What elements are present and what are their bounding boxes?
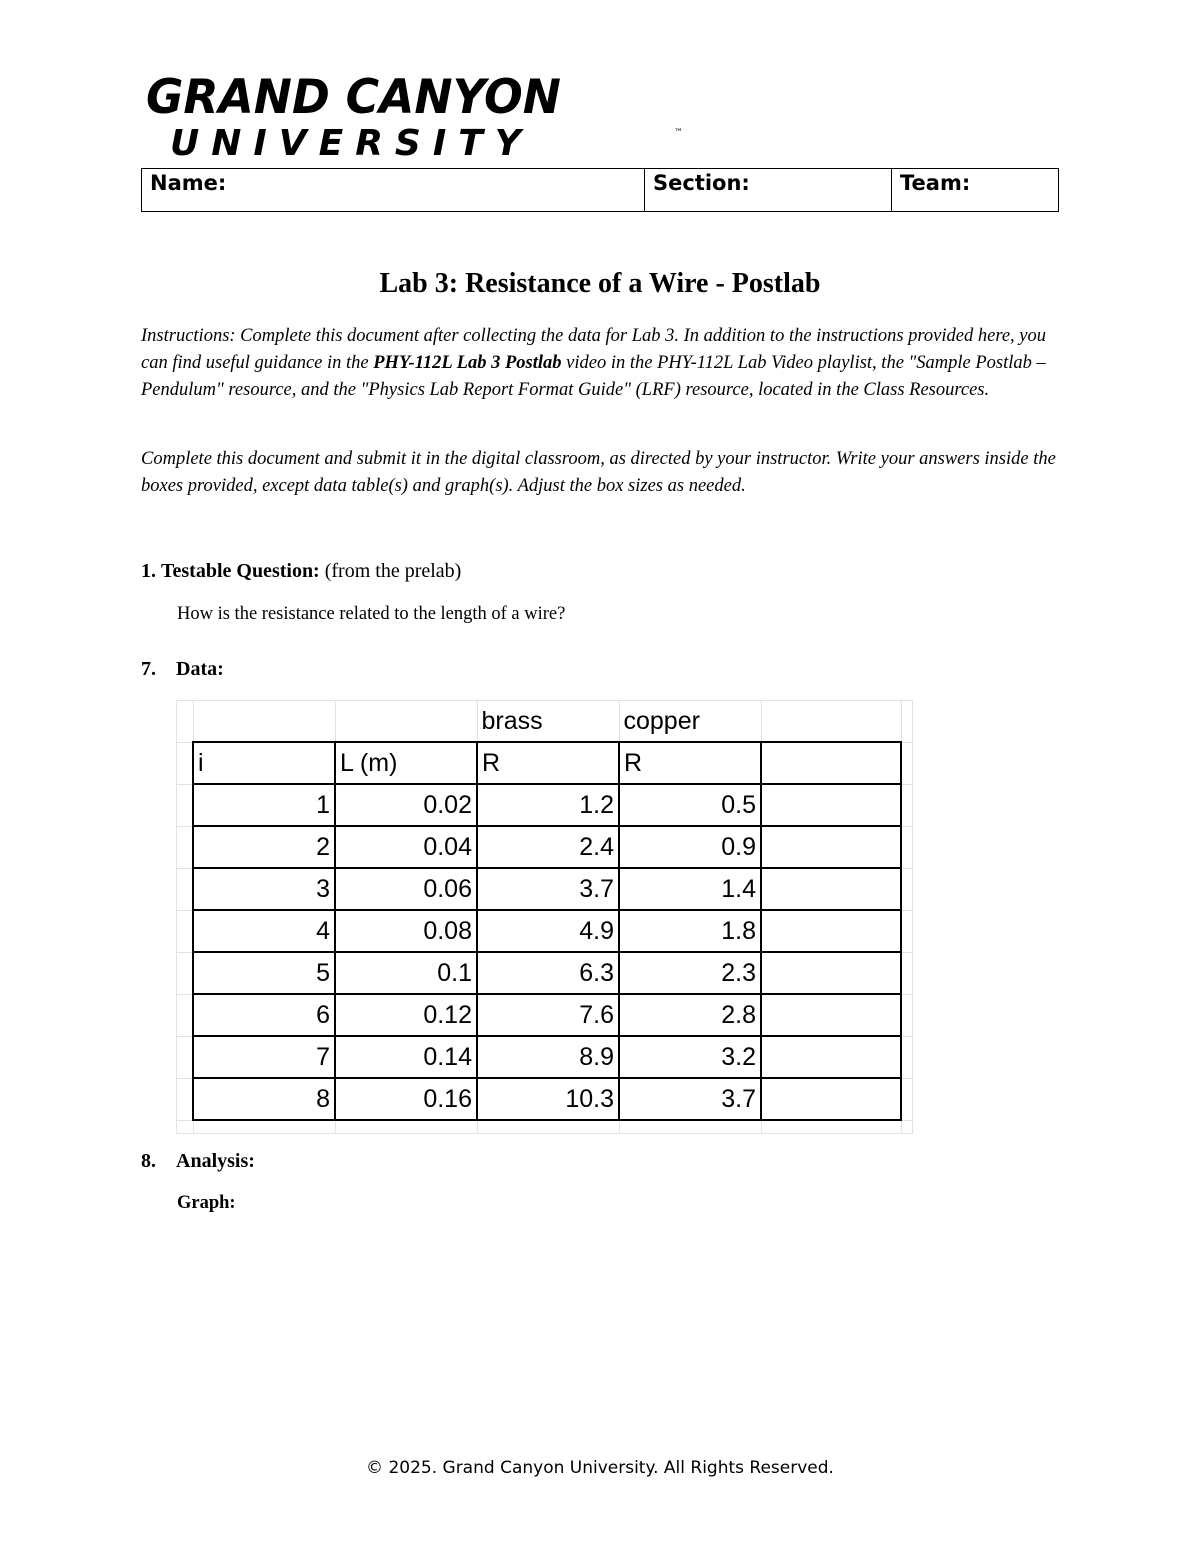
grid-cell — [901, 1036, 913, 1078]
student-info-table — [141, 168, 1059, 212]
cell-r-copper: 0.9 — [619, 826, 761, 868]
grid-cell — [177, 868, 194, 910]
grid-cell — [177, 826, 194, 868]
grid-cell — [177, 742, 194, 784]
cell-r-brass: 2.4 — [477, 826, 619, 868]
header-length: L (m) — [335, 742, 477, 784]
cell-r-brass: 1.2 — [477, 784, 619, 826]
q7-number: 7. — [141, 658, 156, 680]
cell-r-copper: 1.4 — [619, 868, 761, 910]
q8-number: 8. — [141, 1150, 156, 1172]
cell-r-copper: 2.8 — [619, 994, 761, 1036]
q1-note: (from the prelab) — [324, 560, 462, 582]
cell-empty — [761, 826, 901, 868]
table-row — [177, 910, 913, 952]
cell-r-copper: 3.7 — [619, 1078, 761, 1120]
grid-cell — [177, 910, 194, 952]
group-header-cell — [761, 701, 901, 743]
grid-cell — [619, 1120, 761, 1134]
section-analysis — [141, 1150, 255, 1173]
cell-r-brass: 4.9 — [477, 910, 619, 952]
grid-cell — [193, 1120, 335, 1134]
group-header-copper: copper — [619, 701, 761, 743]
logo-trademark: ™ — [674, 128, 683, 138]
cell-i: 2 — [193, 826, 335, 868]
graph-label: Graph: — [177, 1193, 236, 1213]
grid-cell — [177, 1036, 194, 1078]
table-row — [177, 1078, 913, 1120]
cell-r-copper: 0.5 — [619, 784, 761, 826]
cell-r-brass: 8.9 — [477, 1036, 619, 1078]
group-header-brass: brass — [477, 701, 619, 743]
cell-i: 8 — [193, 1078, 335, 1120]
cell-length: 0.12 — [335, 994, 477, 1036]
grid-cell — [177, 952, 194, 994]
section-testable-question — [141, 560, 461, 583]
table-row — [177, 868, 913, 910]
grid-cell — [335, 1120, 477, 1134]
cell-r-brass: 3.7 — [477, 868, 619, 910]
grid-cell — [901, 742, 913, 784]
section-data — [141, 658, 224, 681]
page-title: Lab 3: Resistance of a Wire - Postlab — [379, 268, 821, 299]
cell-i: 7 — [193, 1036, 335, 1078]
table-row — [177, 1036, 913, 1078]
cell-i: 5 — [193, 952, 335, 994]
cell-length: 0.14 — [335, 1036, 477, 1078]
header-i: i — [193, 742, 335, 784]
grid-cell — [901, 1120, 913, 1134]
table-row — [177, 826, 913, 868]
grid-cell — [901, 1078, 913, 1120]
table-row — [177, 952, 913, 994]
cell-length: 0.08 — [335, 910, 477, 952]
cell-length: 0.1 — [335, 952, 477, 994]
gcu-logo — [146, 70, 683, 164]
grid-cell — [177, 784, 194, 826]
logo-line-2: UNIVERSITY — [170, 123, 533, 164]
table-row — [177, 784, 913, 826]
cell-i: 1 — [193, 784, 335, 826]
team-field[interactable]: Team: — [892, 169, 1059, 212]
cell-empty — [761, 1036, 901, 1078]
cell-length: 0.04 — [335, 826, 477, 868]
cell-empty — [761, 910, 901, 952]
cell-r-copper: 2.3 — [619, 952, 761, 994]
cell-length: 0.16 — [335, 1078, 477, 1120]
instructions-video-title: PHY-112L Lab 3 Postlab — [373, 353, 562, 373]
copyright-footer: © 2025. Grand Canyon University. All Rights Reserved. — [366, 1458, 834, 1478]
data-grid — [176, 700, 913, 1134]
grid-cell — [901, 826, 913, 868]
header-empty — [761, 742, 901, 784]
grid-cell — [901, 994, 913, 1036]
q8-label: Analysis: — [176, 1150, 255, 1172]
cell-empty — [761, 784, 901, 826]
group-header-cell — [335, 701, 477, 743]
data-table — [176, 700, 913, 1134]
grid-cell — [177, 701, 194, 743]
cell-i: 4 — [193, 910, 335, 952]
name-field[interactable]: Name: — [142, 169, 645, 212]
q1-answer: How is the resistance related to the length of a wire? — [177, 604, 566, 624]
cell-length: 0.06 — [335, 868, 477, 910]
grid-cell — [901, 784, 913, 826]
logo-line-1: GRAND CANYON — [146, 70, 561, 125]
grid-cell — [901, 952, 913, 994]
cell-r-copper: 3.2 — [619, 1036, 761, 1078]
group-header-cell — [193, 701, 335, 743]
grid-cell — [901, 868, 913, 910]
header-r-copper: R — [619, 742, 761, 784]
cell-empty — [761, 952, 901, 994]
instructions-text-b: video in the PHY-112L Lab Video playlist, the "Sample Postlab – Pendulum" resource, and the "Physics Lab Report Format Guide" (LRF) resource, located in the Class Resources. — [141, 353, 1046, 400]
grid-cell — [177, 994, 194, 1036]
cell-empty — [761, 994, 901, 1036]
cell-r-brass: 6.3 — [477, 952, 619, 994]
cell-r-copper: 1.8 — [619, 910, 761, 952]
cell-i: 6 — [193, 994, 335, 1036]
grid-cell — [761, 1120, 901, 1134]
instructions-paragraph-2: Complete this document and submit it in the digital classroom, as directed by your instructor. Write your answers inside the boxes provided, except data table(s) and graph(s). Adjust the box sizes as needed. — [141, 449, 1056, 496]
grid-cell — [901, 701, 913, 743]
instructions-paragraph-1 — [141, 323, 1071, 404]
header-r-brass: R — [477, 742, 619, 784]
cell-empty — [761, 1078, 901, 1120]
table-row — [177, 994, 913, 1036]
q7-label: Data: — [176, 658, 224, 680]
cell-empty — [761, 868, 901, 910]
grid-cell — [177, 1120, 194, 1134]
cell-r-brass: 7.6 — [477, 994, 619, 1036]
q1-number: 1. — [141, 560, 156, 582]
cell-i: 3 — [193, 868, 335, 910]
cell-length: 0.02 — [335, 784, 477, 826]
grid-cell — [901, 910, 913, 952]
section-field[interactable]: Section: — [645, 169, 892, 212]
q1-label: Testable Question: — [161, 560, 320, 582]
grid-cell — [477, 1120, 619, 1134]
instructions-text-a: Instructions: Complete this document after collecting the data for Lab 3. In addition to the instructions provided here, you can find useful guidance in the — [141, 326, 1047, 373]
grid-cell — [177, 1078, 194, 1120]
cell-r-brass: 10.3 — [477, 1078, 619, 1120]
